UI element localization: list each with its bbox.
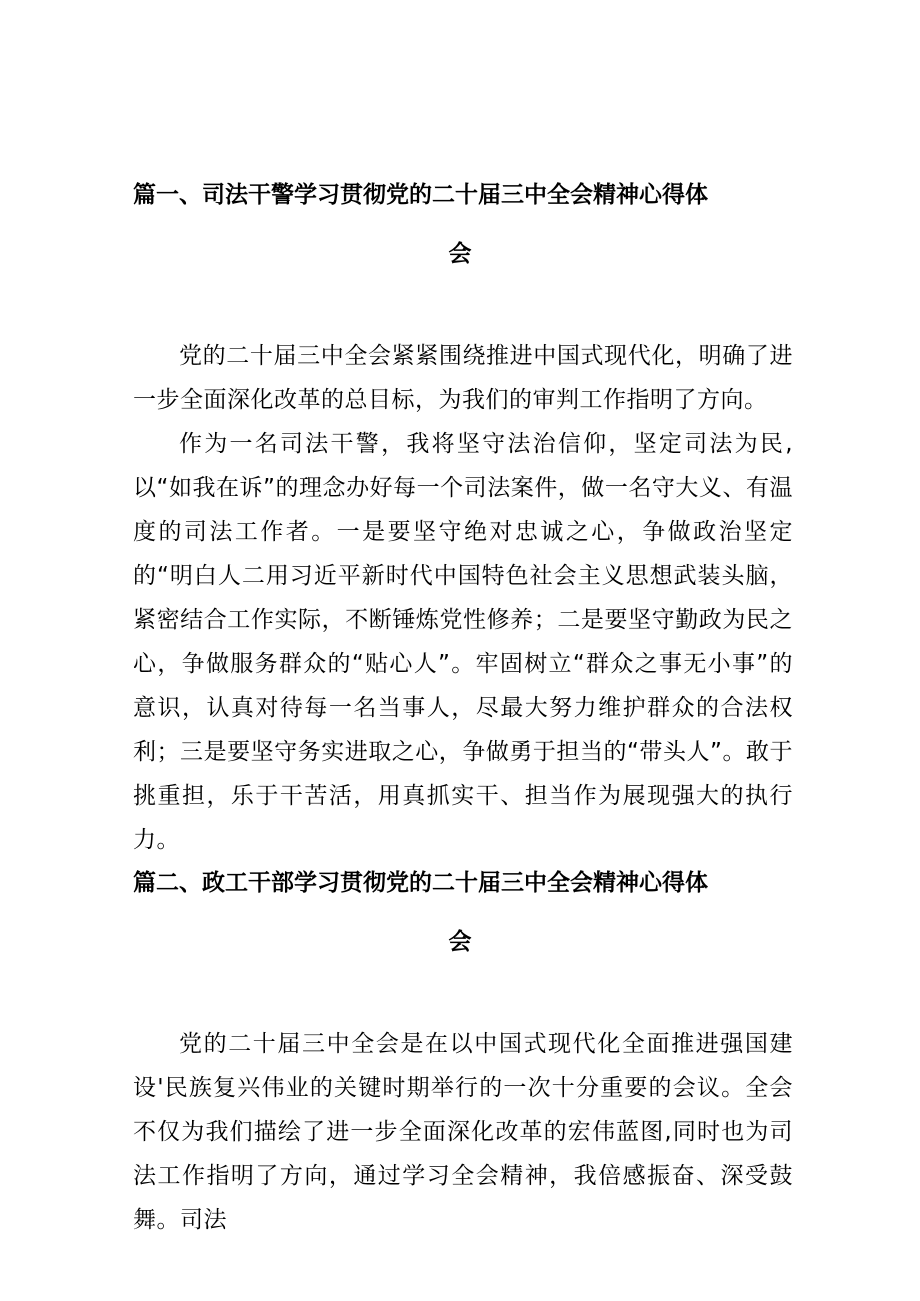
section-1-paragraph-1: 党的二十届三中全会紧紧围绕推进中国式现代化，明确了进一步全面深化改革的总目标，为我们的审判工作指明了方向。 — [133, 343, 793, 413]
section-2-heading-line-2: 会 — [448, 929, 472, 955]
section-2-heading-line-1: 篇二、政工干部学习贯彻党的二十届三中全会精神心得体 — [133, 870, 708, 896]
section-1-heading-line-1: 篇一、司法干警学习贯彻党的二十届三中全会精神心得体 — [133, 182, 708, 208]
section-1-paragraph-2: 作为一名司法干警，我将坚守法治信仰，坚定司法为民,以“如我在诉”的理念办好每一个司法案件，做一名守大义、有温度的司法工作者。一是要坚守绝对忠诚之心，争做政治坚定的“明白人二用习近平新时代中国特色社会主义思想武装头脑，紧密结合工作实际，不断锤炼党性修养；二是要坚守勤政为民之心，争做服务群众的“贴心人”。牢固树立“群众之事无小事”的意识，认真对待每一名当事人，尽最大努力维护群众的合法权利；三是要坚守务实进取之心，争做勇于担当的“带头人”。敢于挑重担，乐于干苦活，用真抓实干、担当作为展现强大的执行力。 — [133, 431, 793, 853]
section-2-paragraph-1: 党的二十届三中全会是在以中国式现代化全面推进强国建设'民族复兴伟业的关键时期举行的一次十分重要的会议。全会不仅为我们描绘了进一步全面深化改革的宏伟蓝图,同时也为司法工作指明了方向，通过学习全会精神，我倍感振奋、深受鼓舞。司法 — [133, 1031, 793, 1233]
section-1-heading-line-2: 会 — [448, 241, 472, 267]
